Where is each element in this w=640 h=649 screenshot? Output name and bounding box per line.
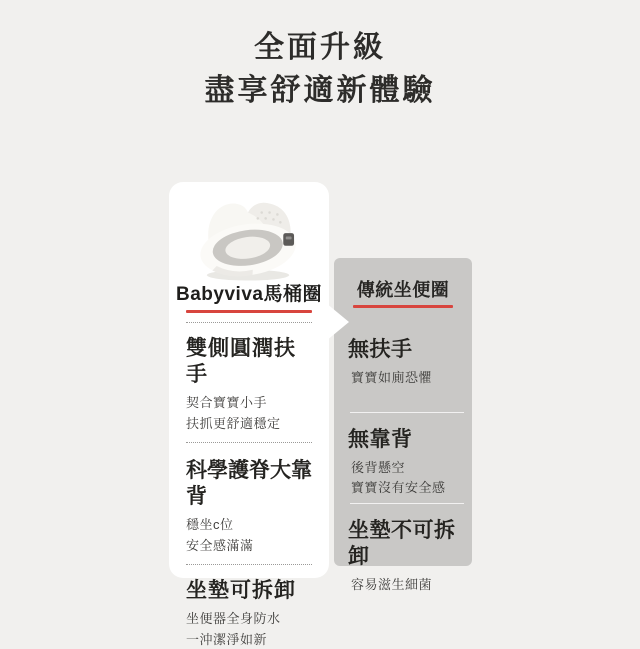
feature-sub: 契合寶寶小手	[186, 393, 312, 413]
feature-sub: 安全感滿滿	[186, 536, 312, 556]
feature-title: 科學護脊大靠背	[186, 458, 312, 510]
feature-title: 坐墊不可拆卸	[348, 518, 458, 570]
light-separator	[350, 412, 464, 413]
feature-sub: 穩坐c位	[186, 515, 312, 535]
page-title-line2: 盡享舒適新體驗	[0, 69, 640, 112]
traditional-feature-2	[334, 427, 472, 498]
product-feature-2	[169, 458, 329, 555]
traditional-feature-1	[334, 337, 472, 388]
traditional-column	[334, 258, 472, 566]
traditional-column-title: 傳統坐便圈	[334, 279, 472, 301]
feature-sub: 一沖潔淨如新	[186, 630, 312, 649]
feature-title: 無扶手	[348, 337, 458, 363]
feature-sub: 容易滋生細菌	[348, 575, 458, 595]
product-column-title: Babyviva馬桶圈	[169, 284, 329, 306]
product-feature-3	[169, 578, 329, 649]
page-title-line1: 全面升級	[0, 26, 640, 69]
red-underline	[353, 305, 453, 308]
product-column	[169, 182, 329, 578]
red-underline	[186, 310, 312, 313]
feature-sub: 坐便器全身防水	[186, 609, 312, 629]
dotted-separator	[186, 442, 312, 443]
feature-title: 無靠背	[348, 427, 458, 453]
product-figure	[169, 188, 329, 284]
feature-title: 雙側圓潤扶手	[186, 336, 312, 388]
baby-toilet-seat-image	[185, 189, 313, 283]
feature-sub: 寶寶沒有安全感	[348, 478, 458, 498]
product-feature-1	[169, 336, 329, 433]
feature-sub: 後背懸空	[348, 458, 458, 478]
light-separator	[350, 503, 464, 504]
feature-sub: 寶寶如廁恐懼	[348, 368, 458, 388]
dotted-separator	[186, 322, 312, 323]
traditional-feature-3	[334, 518, 472, 595]
feature-title: 坐墊可拆卸	[186, 578, 312, 604]
feature-sub: 扶抓更舒適穩定	[186, 414, 312, 434]
dotted-separator	[186, 564, 312, 565]
page-title	[0, 26, 640, 112]
speech-notch-arrow	[326, 303, 349, 341]
